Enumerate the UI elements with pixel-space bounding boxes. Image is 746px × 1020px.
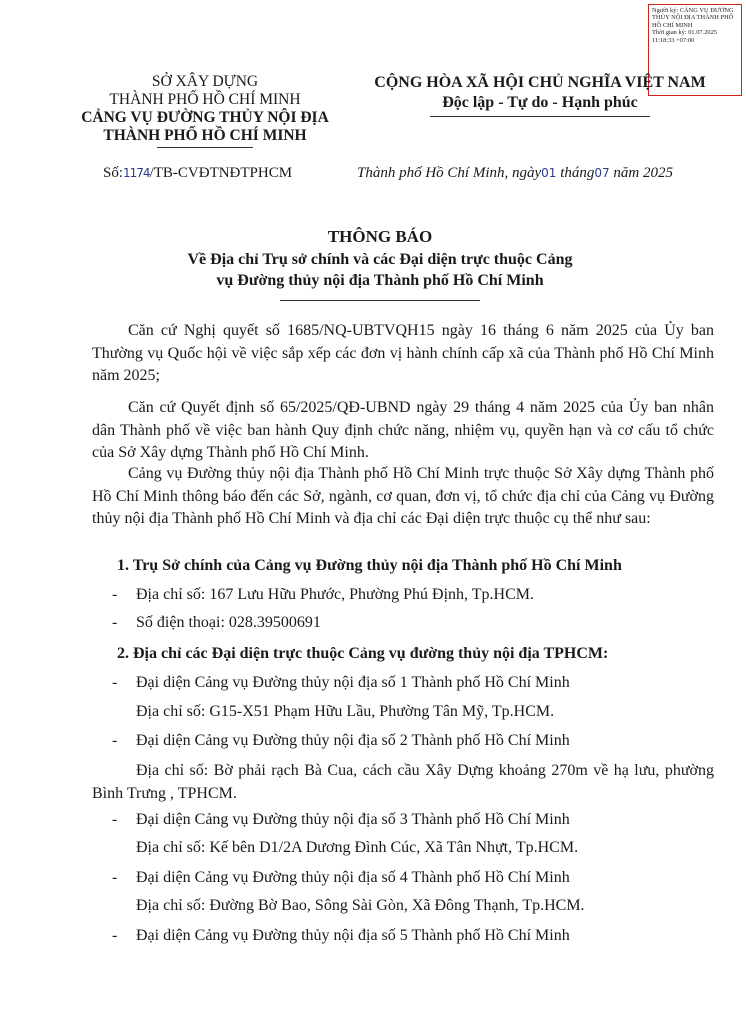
section-2-heading: 2. Địa chỉ các Đại diện trực thuộc Cảng vụ đường thủy nội địa TPHCM:	[117, 645, 609, 662]
national-header	[360, 73, 720, 117]
title-line-3: vụ Đường thủy nội địa Thành phố Hồ Chí Minh	[216, 272, 544, 289]
national-motto: Độc lập - Tự do - Hạnh phúc	[442, 94, 638, 111]
title-main: THÔNG BÁO	[327, 227, 433, 246]
issuer-line-4: THÀNH PHỐ HỒ CHÍ MINH	[103, 127, 307, 144]
notice-title	[130, 226, 630, 301]
doc-number-prefix: Số:	[103, 165, 124, 181]
list-item-address: Địa chỉ số: G15-X51 Phạm Hữu Lầu, Phường Tân Mỹ, Tp.HCM.	[136, 703, 555, 720]
list-item: - Đại diện Cảng vụ Đường thủy nội địa số 4 Thành phố Hồ Chí Minh	[112, 869, 570, 886]
issuer-line-3: CẢNG VỤ ĐƯỜNG THỦY NỘI ĐỊA	[81, 109, 329, 126]
issuer-header	[60, 73, 350, 148]
doc-number-handwritten: 1174	[123, 166, 150, 180]
doc-number-suffix: /TB-CVĐTNĐTPHCM	[149, 165, 293, 181]
date-month: 07	[594, 166, 610, 180]
section-1-phone: - Số điện thoại: 028.39500691	[112, 614, 321, 631]
list-item-address: Địa chỉ số: Đường Bờ Bao, Sông Sài Gòn, Xã Đông Thạnh, Tp.HCM.	[136, 897, 585, 914]
national-title: CỘNG HÒA XÃ HỘI CHỦ NGHĨA VIỆT NAM	[374, 74, 706, 91]
issuer-underline	[157, 147, 253, 148]
signature-time: Thời gian ký: 01.07.2025 11:18:33 +07:00	[652, 29, 717, 44]
section-1-heading: 1. Trụ Sở chính của Cảng vụ Đường thủy nội địa Thành phố Hồ Chí Minh	[117, 557, 622, 574]
title-line-2: Về Địa chỉ Trụ sở chính và các Đại diện trực thuộc Cảng	[187, 251, 573, 268]
date-part-2: tháng	[560, 165, 595, 181]
issuer-line-2: THÀNH PHỐ HỒ CHÍ MINH	[109, 91, 301, 108]
list-item: - Đại diện Cảng vụ Đường thủy nội địa số 2 Thành phố Hồ Chí Minh	[112, 732, 570, 749]
date-part-1: Thành phố Hồ Chí Minh, ngày	[357, 165, 542, 181]
list-item: - Đại diện Cảng vụ Đường thủy nội địa số 1 Thành phố Hồ Chí Minh	[112, 674, 570, 691]
date-day: 01	[541, 166, 557, 180]
list-item: - Đại diện Cảng vụ Đường thủy nội địa số 3 Thành phố Hồ Chí Minh	[112, 811, 570, 828]
signature-signer: Người ký: CẢNG VỤ ĐƯỜNG THỦY NỘI ĐỊA THÀNH PHỐ HỒ CHÍ MINH	[652, 7, 734, 29]
date-part-3: năm 2025	[613, 165, 673, 181]
document-number	[103, 165, 292, 182]
date-line	[357, 165, 717, 182]
motto-underline	[430, 116, 650, 117]
paragraph-3: Cảng vụ Đường thủy nội địa Thành phố Hồ Chí Minh trực thuộc Sở Xây dựng Thành phố Hồ Chí Minh thông báo đến các Sở, ngành, cơ quan, đơn vị, tổ chức địa chỉ của Cảng vụ Đường thủy nội địa Thành phố Hồ Chí Minh và địa chỉ các Đại diện trực thuộc cụ thể như sau:	[92, 465, 714, 527]
section-1-address: - Địa chỉ số: 167 Lưu Hữu Phước, Phường Phú Định, Tp.HCM.	[112, 586, 534, 603]
paragraph-1: Căn cứ Nghị quyết số 1685/NQ-UBTVQH15 ngày 16 tháng 6 năm 2025 của Ủy ban Thường vụ Quốc hội về việc sắp xếp các đơn vị hành chính cấp xã của Thành phố Hồ Chí Minh năm 2025;	[92, 322, 714, 384]
issuer-line-1: SỞ XÂY DỰNG	[151, 73, 259, 90]
title-underline	[280, 300, 480, 301]
list-item-address: Địa chỉ số: Bờ phải rạch Bà Cua, cách cầu Xây Dựng khoảng 270m về hạ lưu, phường Bình Trưng , TPHCM.	[92, 762, 714, 802]
paragraph-2: Căn cứ Quyết định số 65/2025/QĐ-UBND ngày 29 tháng 4 năm 2025 của Ủy ban nhân dân Thành phố về việc ban hành Quy định chức năng, nhiệm vụ, quyền hạn và cơ cấu tổ chức của Sở Xây dựng Thành phố Hồ Chí Minh.	[92, 399, 714, 461]
list-item: - Đại diện Cảng vụ Đường thủy nội địa số 5 Thành phố Hồ Chí Minh	[112, 927, 570, 944]
list-item-address: Địa chỉ số: Kế bên D1/2A Dương Đình Cúc, Xã Tân Nhựt, Tp.HCM.	[136, 839, 579, 856]
